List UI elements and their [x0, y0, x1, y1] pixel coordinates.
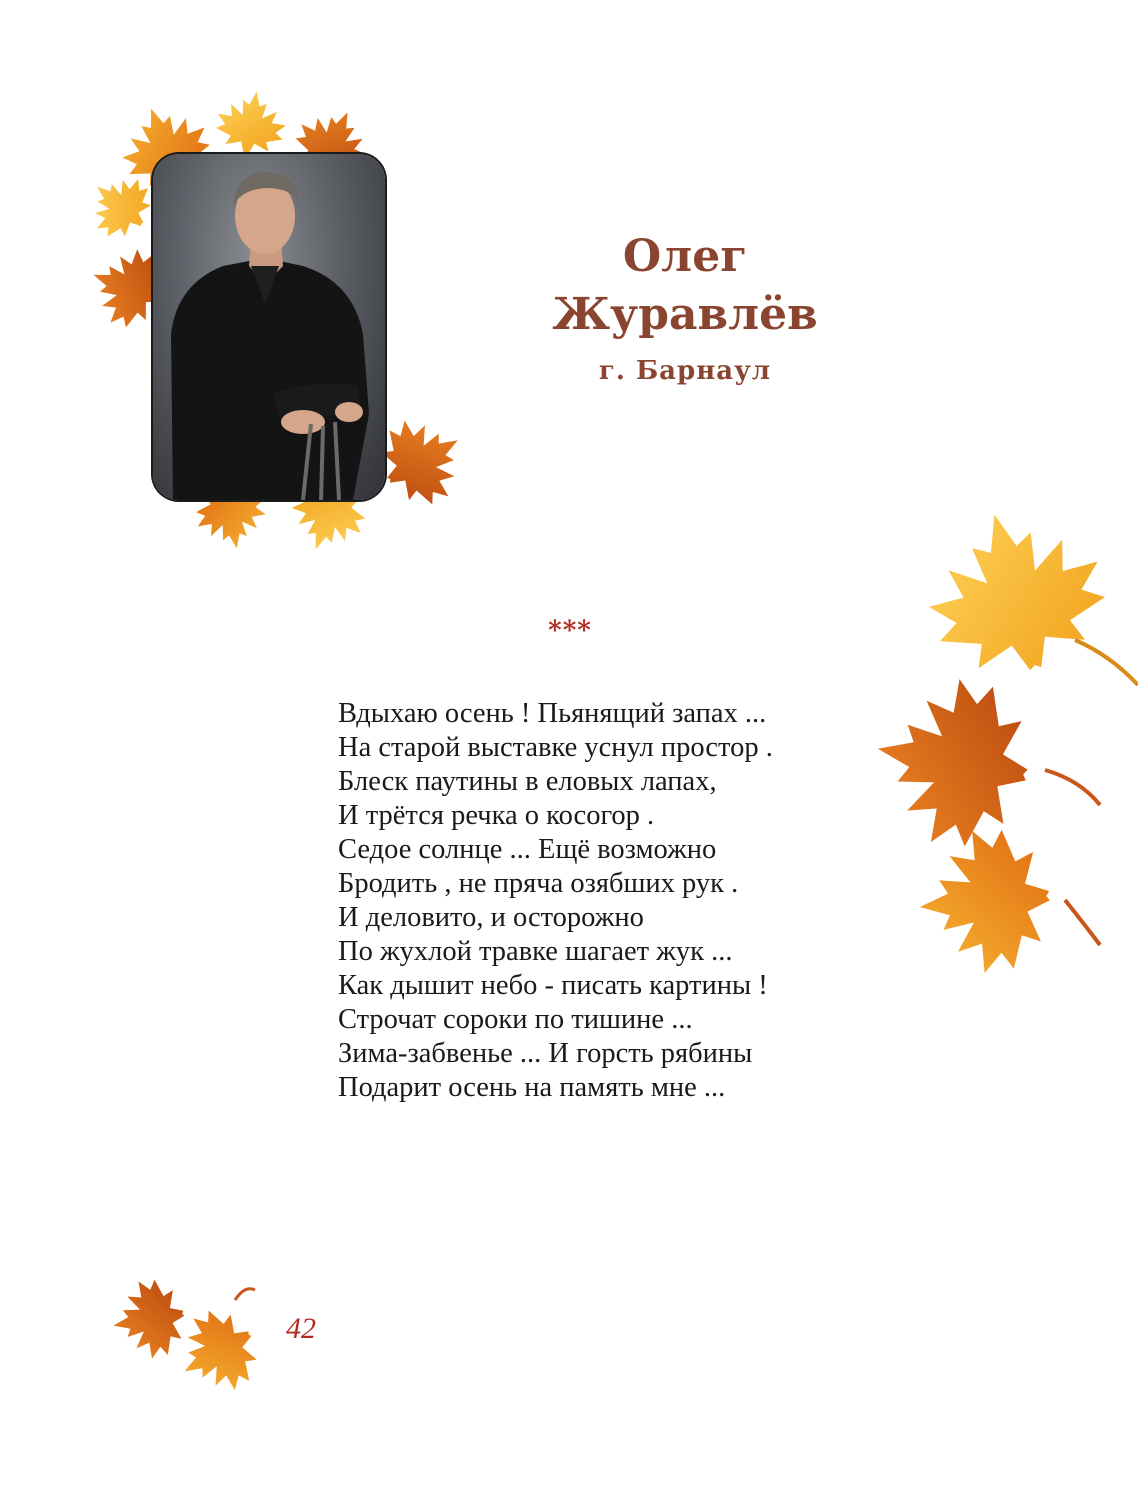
maple-leaf-icon [212, 86, 291, 160]
author-portrait [153, 154, 385, 500]
poem-line: Блеск паутины в еловых лапах, [338, 766, 717, 797]
poem-line: И трётся речка о косогор . [338, 800, 655, 831]
poem-separator: *** [548, 616, 592, 646]
poem-line: Вдыхаю осень ! Пьянящий запах ... [338, 698, 767, 729]
poem-line: Строчат сороки по тишине ... [338, 1004, 693, 1035]
portrait-figure [153, 154, 385, 500]
poem-line: И деловито, и осторожно [338, 902, 644, 933]
poem-line: Зима-забвенье ... И горсть рябины [338, 1038, 753, 1069]
author-first-name: Олег [622, 231, 748, 282]
maple-leaf-icon [107, 1275, 191, 1364]
footer-leaves [85, 1270, 295, 1410]
poem-line: Подарит осень на память мне ... [338, 1072, 726, 1103]
poem-line: Как дышит небо - писать картины ! [338, 970, 768, 1001]
author-name [480, 228, 890, 344]
author-city: г. Барнаул [598, 356, 772, 386]
author-last-name: Журавлёв [552, 289, 818, 340]
poem-line: Седое солнце ... Ещё возможно [338, 834, 717, 865]
maple-leaf-icon [910, 505, 1120, 691]
right-leaves [860, 505, 1138, 1005]
poem-line: По жухлой травке шагает жук ... [338, 936, 733, 967]
maple-leaf-icon [913, 825, 1055, 978]
poem-line: Бродить , не пряча озябших рук . [338, 868, 739, 899]
page-number: 42 [286, 1312, 316, 1345]
poem-body [338, 697, 878, 1105]
maple-leaf-icon [863, 667, 1041, 856]
poem-line: На старой выставке уснул простор . [338, 732, 773, 763]
